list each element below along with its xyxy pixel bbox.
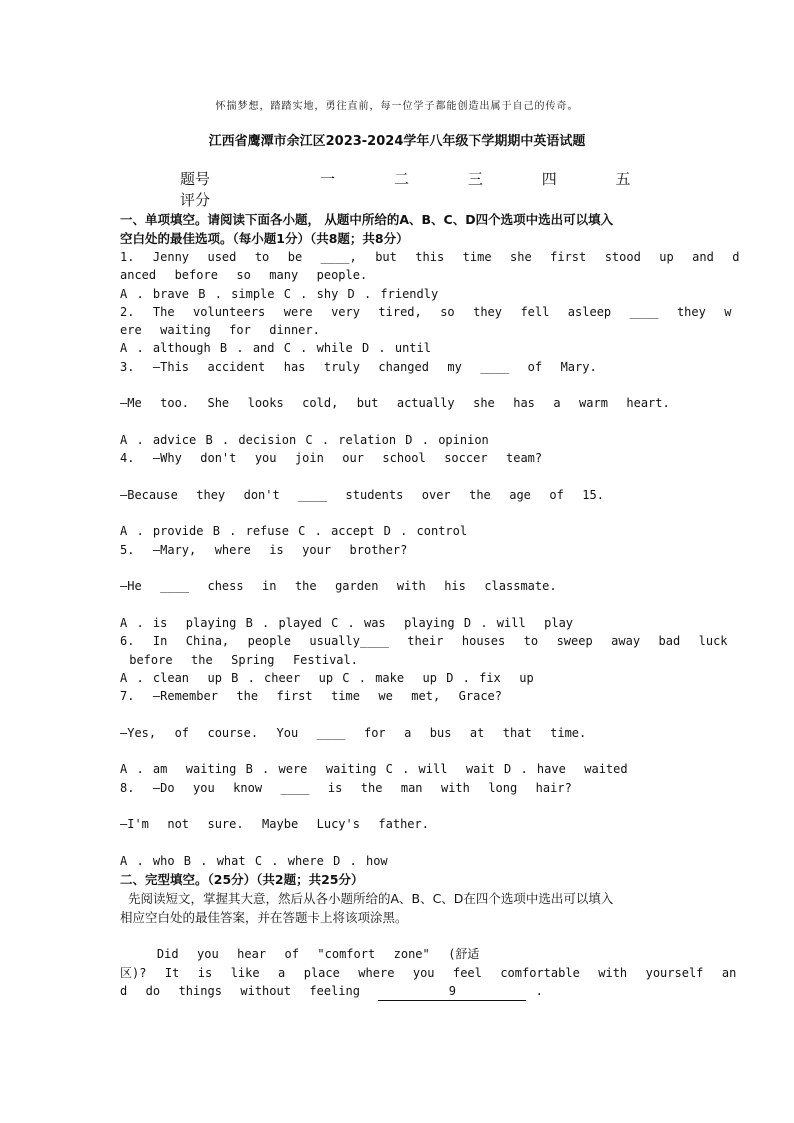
q7-stem: 7. —Remember the first time we met, Grace? [120,689,503,704]
q8-options: A . who B . what C . where D . how [120,853,388,868]
exam-content [120,210,740,1001]
q5-options: A . is playing B . played C . was playing D . will play [120,615,574,630]
score-col-4: 四 [541,170,557,188]
score-header-label: 题号 [180,170,211,188]
section2-intro: 先阅读短文，掌握其大意，然后从各小题所给的A、B、C、D在四个选项中选出可以填入 [120,891,614,907]
q3-options: A . advice B . decision C . relation D . opinion [120,432,489,447]
passage-line-2: 区)? It is like a place where you feel comfortable with yourself an [120,965,737,980]
q5-reply: —He ____ chess in the garden with his classmate. [120,579,557,594]
q4-options: A . provide B . refuse C . accept D . control [120,524,468,539]
q7-reply: —Yes, of course. You ____ for a bus at that time. [120,725,587,740]
score-row-label: 评分 [180,191,211,209]
section1-heading: 一、单项填空。请阅读下面各小题， 从题中所给的A、B、C、D四个选项中选出可以填入 [120,212,614,227]
score-col-5: 五 [615,170,631,188]
score-table [180,168,660,210]
passage-line-3-text: d do things without feeling [120,983,379,998]
q2-stem: 2. The volunteers were very tired, so they fell asleep ____ they w [120,304,732,319]
passage-line-3-end: . [526,983,543,998]
q2-stem-cont: ere waiting for dinner. [120,323,320,338]
passage-line-3 [120,982,676,1001]
score-col-3: 三 [467,170,483,188]
section1-heading-cont: 空白处的最佳选项。（每小题1分）（共8题；共8分） [120,231,409,246]
q4-reply: —Because they don't ____ students over the age of 15. [120,487,604,502]
section2-heading: 二、完型填空。（25分）（共2题；共25分） [120,872,364,888]
q1-stem: 1. Jenny used to be ____, but this time she first stood up and d [120,250,740,264]
q2-options: A . although B . and C . while D . until [120,341,431,356]
motto: 怀揣梦想，踏踏实地，勇往直前，每一位学子都能创造出属于自己的传奇。 [215,101,579,112]
score-header-row [180,168,660,189]
q6-stem-cont: before the Spring Festival. [120,652,358,667]
score-col-1: 一 [320,170,336,188]
answer-blank-9[interactable]: 9 [378,982,526,1001]
score-value-row [180,189,660,210]
q4-stem: 4. —Why don't you join our school soccer team? [120,451,543,466]
q8-reply: —I'm not sure. Maybe Lucy's father. [120,817,429,832]
q1-options: A . brave B . simple C . shy D . friendly [120,286,439,301]
q8-stem: 8. —Do you know ____ is the man with long hair? [120,780,572,795]
q7-options: A . am waiting B . were waiting C . will wait D . have waited [120,762,628,777]
page-title: 江西省鹰潭市余江区2023-2024学年八年级下学期期中英语试题 [208,134,586,149]
q5-stem: 5. —Mary, where is your brother? [120,542,408,557]
section2-intro-cont: 相应空白处的最佳答案，并在答题卡上将该项涂黑。 [120,910,408,926]
score-col-2: 二 [394,170,410,188]
q3-stem: 3. —This accident has truly changed my ____ of Mary. [120,359,597,374]
passage-line-1: Did you hear of "comfort zone" (舒适 [120,947,480,962]
q6-stem: 6. In China, people usually____ their houses to sweep away bad luck [120,634,728,649]
q1-stem-cont: anced before so many people. [120,268,368,283]
q3-reply: —Me too. She looks cold, but actually she has a warm heart. [120,396,670,411]
q6-options: A . clean up B . cheer up C . make up D . fix up [120,670,534,685]
